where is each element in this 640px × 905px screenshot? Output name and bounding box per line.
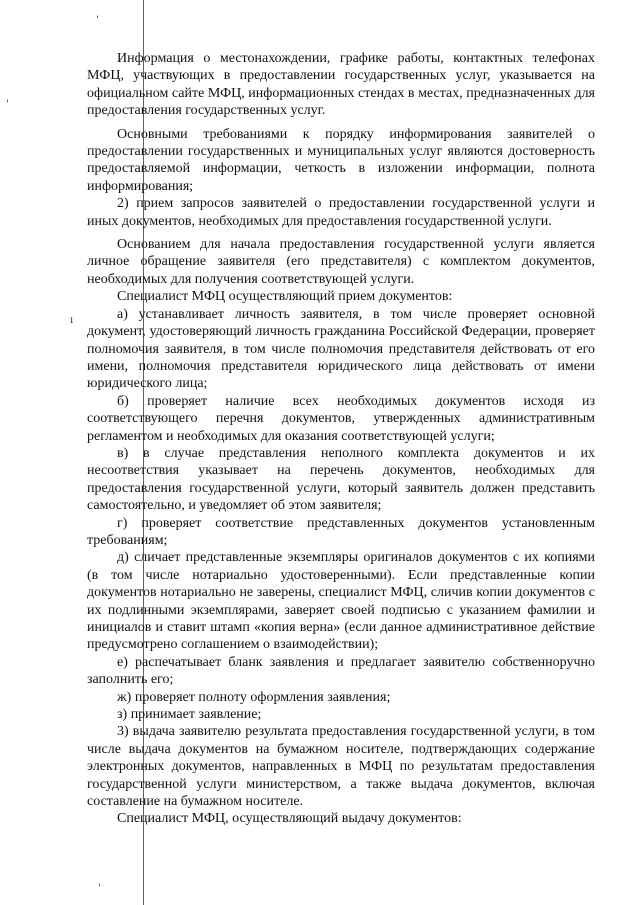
paragraph-item-a: а) устанавливает личность заявителя, в том числе проверяет основной документ, удостоверяющий личность гражданина Российской Федерации, проверяет полномочия заявителя, в том числе полномочия представителя действовать от его имени, полномочия представителя юридического лица действовать от имени юридического лица; [87,306,595,392]
paragraph-item-2: 2) прием запросов заявителей о предоставлении государственной услуги и иных документов, необходимых для предоставления государственной услуги. [87,196,595,229]
scan-speck: ' [96,15,99,26]
document-body [87,50,595,828]
scan-speck: ' [6,99,9,110]
paragraph-specialist-issue: Специалист МФЦ, осуществляющий выдачу документов: [117,811,462,827]
paragraph-item-z: з) принимает заявление; [117,707,262,723]
scan-speck: ı [70,315,74,326]
paragraph-item-zh: ж) проверяет полноту оформления заявления; [117,689,391,705]
paragraph-item-v: в) в случае представления неполного комплекта документов и их несоответствия указывает на перечень документов, необходимых для предоставления государственной услуги, который заявитель должен представить самостоятельно, и уведомляет об этом заявителя; [87,445,595,514]
paragraph-info-requirements: Основными требованиями к порядку информирования заявителей о предоставлении государственных и муниципальных услуг являются достоверность предоставляемой информации, четкость в изложении информации, полнота информирования; [87,126,595,194]
paragraph-item-d: д) сличает представленные экземпляры оригиналов документов с их копиями (в том числе нотариально удостоверенными). Если представленные копии документов нотариально не заверены, специалист МФЦ, сличив копии документов с их подлинными экземплярами, заверяет своей подписью с указанием фамилии и инициалов и ставит штамп «копия верна» (если данное административное действие предусмотрено соглашением о взаимодействии); [87,550,595,653]
paragraph-basis: Основанием для начала предоставления государственной услуги является личное обращение заявителя (его представителя) с комплектом документов, необходимых для получения соответствующей услуги. [87,237,595,287]
paragraph-item-b: б) проверяет наличие всех необходимых документов исходя из соответствующего перечня документов, утвержденных административным регламентом и необходимых для оказания соответствующей услуги; [87,393,595,444]
paragraph-contacts-info: Информация о местонахождении, графике работы, контактных телефонах МФЦ, участвующих в предоставлении государственных услуг, указывается на официальном сайте МФЦ, информационных стендах в местах, предназначенных для предоставления государственных услуг. [87,51,595,119]
paragraph-item-3: 3) выдача заявителю результата предоставления государственной услуги, в том числе выдача документов на бумажном носителе, подтверждающих содержание электронных документов, направленных в МФЦ по результатам предоставления государственной услуги министерством, а также выдача документов, включая составление на бумажном носителе. [87,724,595,810]
paragraph-item-e: е) распечатывает бланк заявления и предлагает заявителю собственноручно заполнить его; [87,654,595,688]
paragraph-specialist-intake: Специалист МФЦ осуществляющий прием документов: [117,289,453,305]
paragraph-item-g: г) проверяет соответствие представленных документов установленным требованиям; [87,515,595,548]
scan-speck: ' [98,883,101,894]
